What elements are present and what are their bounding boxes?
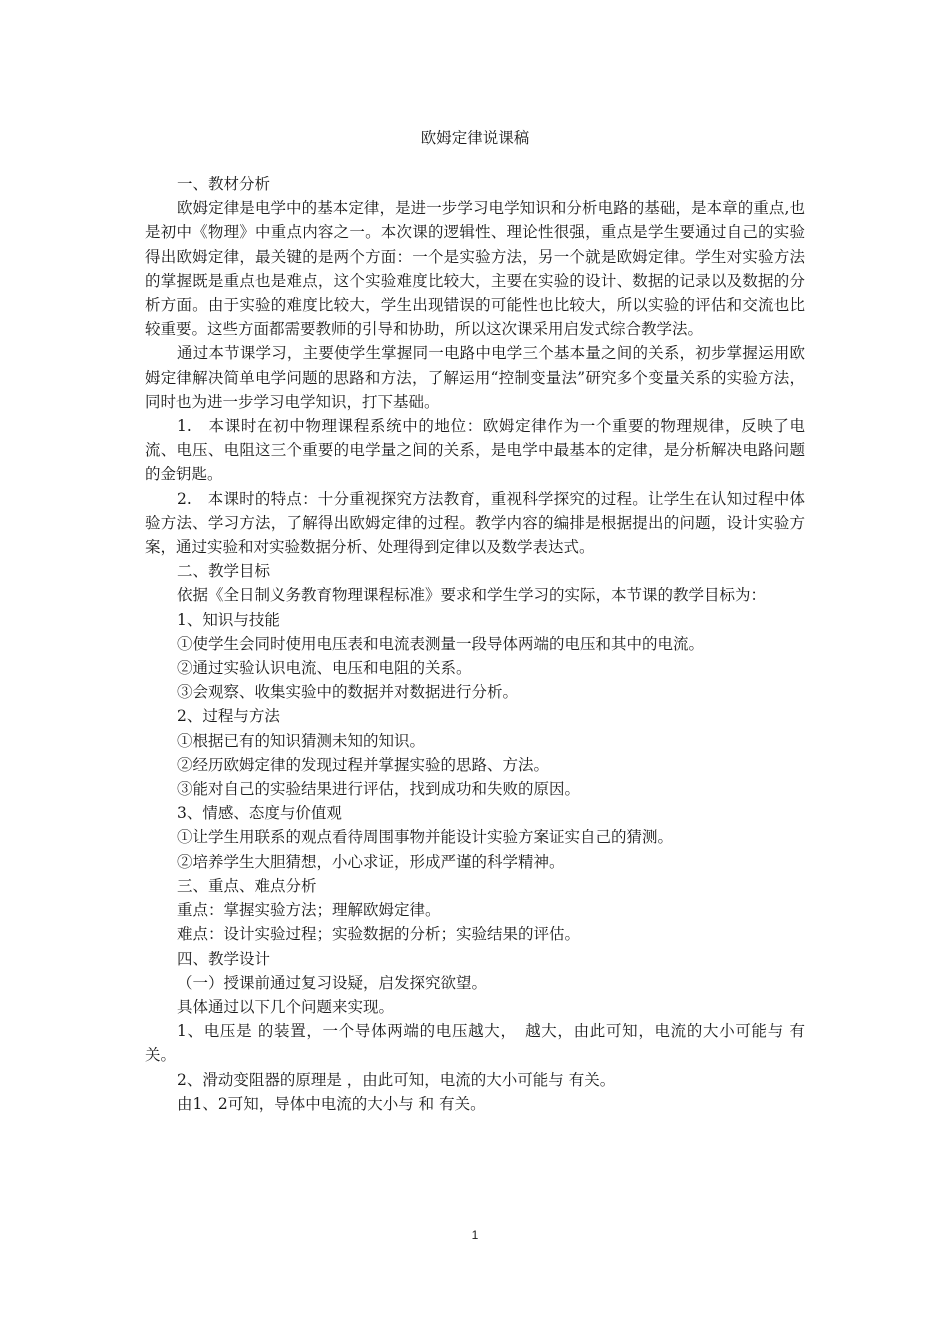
paragraph: 三、重点、难点分析 [177,876,317,895]
paragraph: ②通过实验认识电流、电压和电阻的关系。 [177,659,472,678]
paragraph: ③能对自己的实验结果进行评估，找到成功和失败的原因。 [177,780,581,799]
paragraph: 四、教学设计 [177,949,271,968]
paragraph: 2、滑动变阻器的原理是 ，由此可知，电流的大小可能与 有关。 [177,1070,616,1089]
paragraph: 一、教材分析 [177,175,271,193]
paragraph: ①让学生用联系的观点看待周围事物并能设计实验方案证实自己的猜测。 [177,828,674,847]
paragraph: 重点：掌握实验方法；理解欧姆定律。 [177,901,441,920]
paragraph: ①使学生会同时使用电压表和电流表测量一段导体两端的电压和其中的电流。 [177,634,705,653]
paragraph: 1、电压是 的装置，一个导体两端的电压越大， 越大，由此可知，电流的大小可能与 有关。 [145,1022,805,1065]
paragraph: 1. 本课时在初中物理课程系统中的地位：欧姆定律作为一个重要的物理规律，反映了电流、电压、电阻这三个重要的电学量之间的关系，是电学中最基本的定律，是分析解决电路问题的金钥匙。 [145,417,805,484]
paragraph: 2. 本课时的特点：十分重视探究方法教育，重视科学探究的过程。让学生在认知过程中体验方法、学习方法，了解得出欧姆定律的过程。教学内容的编排是根据提出的问题，设计实验方案，通过实验和对实验数据分析、处理得到定律以及数学表达式。 [145,489,805,557]
paragraph: 具体通过以下几个问题来实现。 [177,997,395,1016]
paragraph: 1、知识与技能 [177,610,280,629]
paragraph: ①根据已有的知识猜测未知的知识。 [177,731,426,750]
document-title: 欧姆定律说课稿 [420,129,530,147]
paragraph: 二、教学目标 [177,562,271,581]
paragraph: 3、情感、态度与价值观 [177,804,342,823]
paragraph: 由1、2可知，导体中电流的大小与 和 有关。 [177,1094,486,1113]
page-number: 1 [471,1228,479,1242]
paragraph: ③会观察、收集实验中的数据并对数据进行分析。 [177,683,519,702]
paragraph: 依据《全日制义务教育物理课程标准》要求和学生学习的实际，本节课的教学目标为： [177,586,767,605]
document-body [145,172,805,1116]
paragraph: ②培养学生大胆猜想，小心求证，形成严谨的科学精神。 [177,852,565,871]
paragraph: 2、过程与方法 [177,707,280,726]
paragraph: 通过本节课学习，主要使学生掌握同一电路中电学三个基本量之间的关系，初步掌握运用欧姆定律解决简单电学问题的思路和方法，了解运用“控制变量法”研究多个变量关系的实验方法，同时也为进一步学习电学知识，打下基础。 [145,344,805,411]
paragraph: （一）授课前通过复习设疑，启发探究欲望。 [177,973,488,992]
paragraph: ②经历欧姆定律的发现过程并掌握实验的思路、方法。 [177,755,550,774]
paragraph: 欧姆定律是电学中的基本定律，是进一步学习电学知识和分析电路的基础，是本章的重点,也是初中《物理》中重点内容之一。本次课的逻辑性、理论性很强，重点是学生要通过自己的实验得出欧姆定律，最关键的是两个方面：一个是实验方法，另一个就是欧姆定律。学生对实验方法的掌握既是重点也是难点，这个实验难度比较大，主要在实验的设计、数据的记录以及数据的分析方面。由于实验的难度比较大，学生出现错误的可能性也比较大，所以实验的评估和交流也比较重要。这些方面都需要教师的引导和协助，所以这次课采用启发式综合教学法。 [145,199,805,339]
paragraph: 难点：设计实验过程；实验数据的分析；实验结果的评估。 [177,925,581,944]
